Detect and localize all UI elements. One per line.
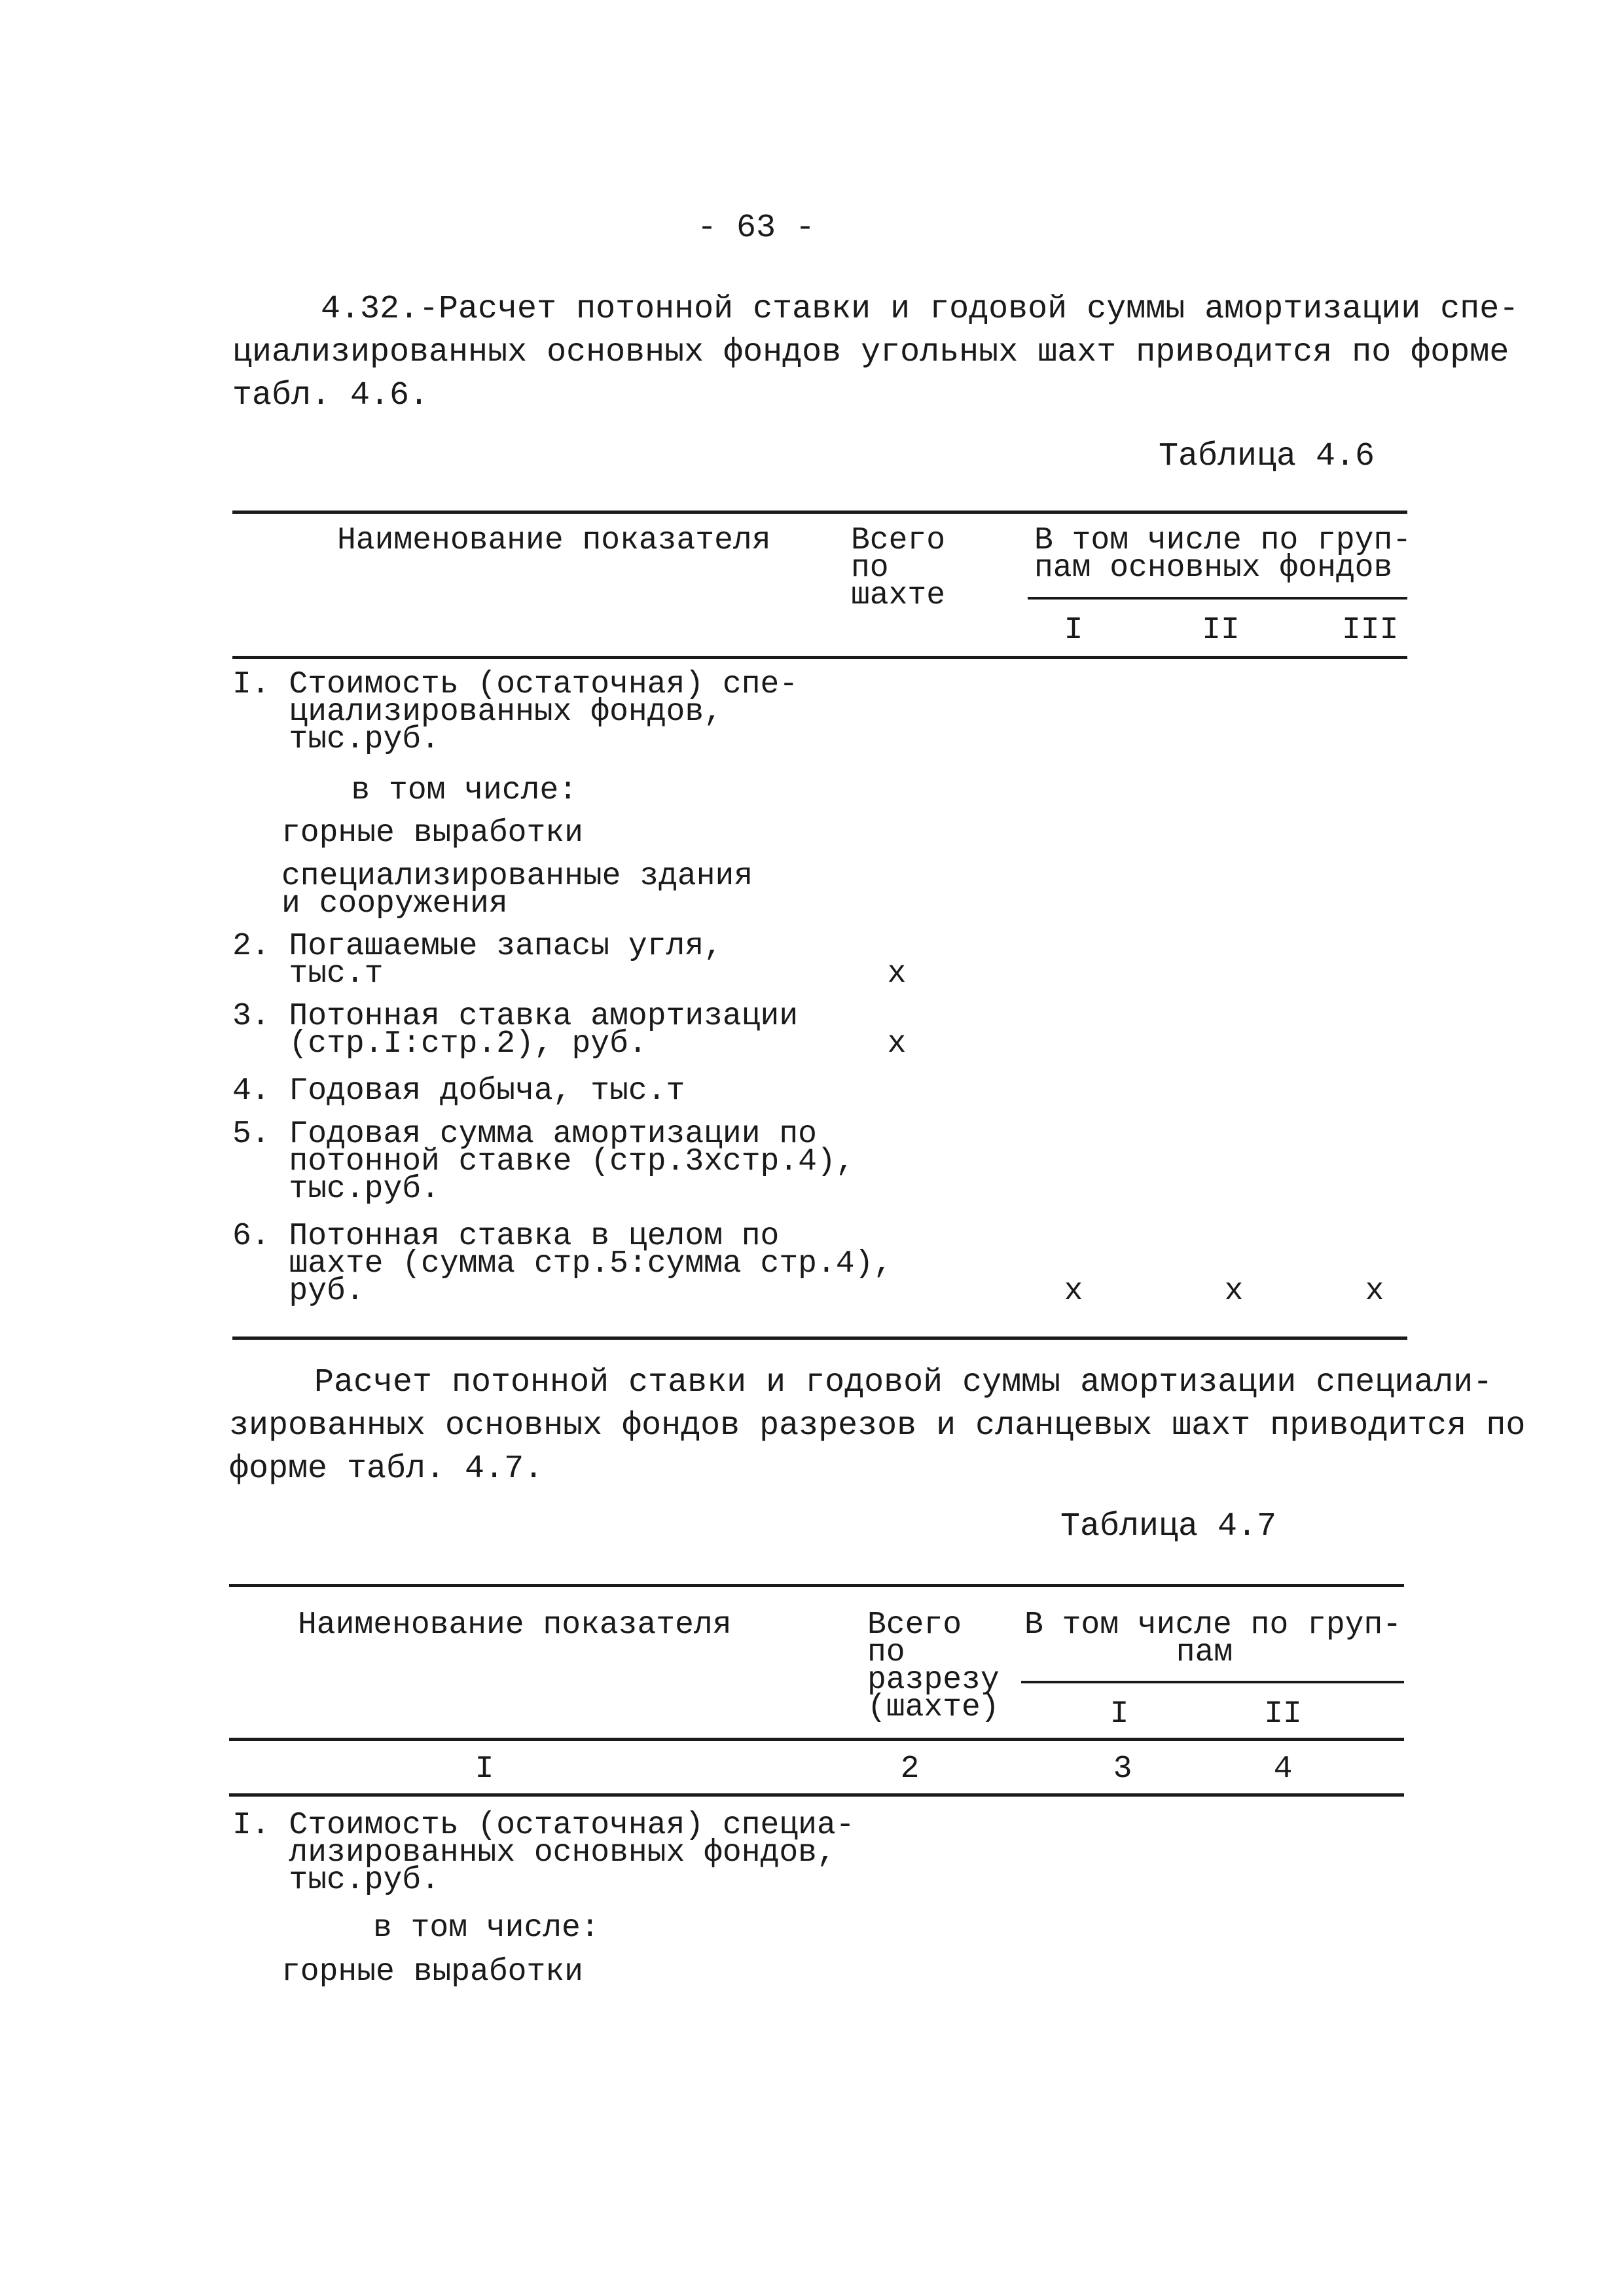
table-4-6-row-9-group-3: х	[1365, 1274, 1384, 1309]
table-4-6-header-total-1: Всего	[851, 523, 946, 558]
table-4-7-header-total-4: (шахте)	[867, 1690, 1000, 1725]
table-4-7-colnum-3: 3	[1113, 1751, 1132, 1787]
table-4-6-caption: Таблица 4.6	[1159, 438, 1375, 475]
paragraph-line-3: табл. 4.6.	[232, 377, 429, 414]
table-4-6-header-groups-2: пам основных фондов	[1034, 550, 1393, 586]
table-4-6-row-5-line-1: 2. Погашаемые запасы угля,	[232, 929, 723, 964]
paragraph-line-2: циализированных основных фондов угольных шахт приводится по форме	[232, 334, 1509, 371]
table-4-6-header-total-3: шахте	[851, 578, 946, 613]
table-4-6-row-9-line-2: шахте (сумма стр.5:сумма стр.4),	[232, 1246, 893, 1282]
table-4-7-row-1-line-3: тыс.руб.	[232, 1863, 440, 1898]
table-4-6-row-8-line-2: потонной ставке (стр.3хстр.4),	[232, 1144, 855, 1179]
table-4-6-group-1: I	[1064, 613, 1083, 648]
table-4-6-row-1-line-1: I. Стоимость (остаточная) спе-	[232, 667, 799, 702]
table-4-7-row-2: в том числе:	[373, 1910, 600, 1946]
table-4-6-header-groups-1: В том числе по груп-	[1034, 523, 1412, 558]
table-4-6-row-6-line-1: 3. Потонная ставка амортизации	[232, 999, 799, 1034]
table-4-6-row-9-group-1: х	[1064, 1274, 1083, 1309]
table-4-7-row-1-line-1: I. Стоимость (остаточная) специа-	[232, 1808, 855, 1843]
table-4-6-row-2: в том числе:	[295, 773, 578, 808]
paragraph-4-7-line-3: форме табл. 4.7.	[229, 1450, 544, 1488]
table-4-6-row-6-total: х	[887, 1026, 907, 1062]
table-4-7-header-total-1: Всего	[867, 1607, 962, 1643]
table-4-7-colnum-4: 4	[1273, 1751, 1293, 1787]
table-4-7-colnum-1: I	[475, 1751, 494, 1787]
table-4-7-group-2: II	[1264, 1696, 1302, 1732]
table-4-7-header-total-3: разрезу	[867, 1662, 1000, 1698]
table-4-6-group-3: III	[1342, 613, 1399, 648]
table-4-6-row-5-line-2: тыс.т	[232, 956, 384, 992]
table-4-6-row-3: горные выработки	[281, 816, 583, 851]
table-4-6-header-total-2: по	[851, 550, 889, 586]
table-4-6-row-1-line-3: тыс.руб.	[232, 722, 440, 757]
table-4-7-header-groups-1: В том числе по груп-	[1024, 1607, 1402, 1643]
table-4-6-row-7: 4. Годовая добыча, тыс.т	[232, 1073, 685, 1109]
paragraph-4-7-line-1: Расчет потонной ставки и годовой суммы амортизации специали-	[314, 1364, 1493, 1401]
table-4-6-row-9-line-1: 6. Потонная ставка в целом по	[232, 1219, 780, 1254]
table-4-6-row-1-line-2: циализированных фондов,	[232, 694, 723, 730]
table-4-6-row-4-line-2: и сооружения	[281, 886, 508, 922]
table-4-6-header-name: Наименование показателя	[337, 523, 771, 558]
table-4-7-numbers-rule	[229, 1793, 1404, 1797]
table-4-6-row-6-line-2: (стр.I:стр.2), руб.	[232, 1026, 647, 1062]
table-4-7-header-groups-2: пам	[1176, 1635, 1233, 1670]
table-4-7-groups-rule	[1021, 1681, 1404, 1683]
paragraph-line-1: 4.32.-Расчет потонной ставки и годовой суммы амортизации спе-	[321, 291, 1519, 328]
table-4-6-row-5-total: х	[887, 956, 907, 992]
table-4-7-group-1: I	[1110, 1696, 1129, 1732]
table-4-7-row-3: горные выработки	[281, 1954, 583, 1990]
table-4-6-row-8-line-1: 5. Годовая сумма амортизации по	[232, 1117, 817, 1152]
table-4-7-header-name: Наименование показателя	[298, 1607, 732, 1643]
page-number: - 63 -	[697, 209, 816, 247]
table-4-6-group-2: II	[1202, 613, 1240, 648]
table-4-7-colnum-2: 2	[900, 1751, 920, 1787]
table-4-7-top-rule	[229, 1584, 1404, 1587]
table-4-6-row-8-line-3: тыс.руб.	[232, 1172, 440, 1207]
table-4-6-row-9-group-2: х	[1224, 1274, 1244, 1309]
table-4-6-top-rule	[232, 511, 1407, 514]
table-4-6-groups-rule	[1028, 597, 1407, 600]
table-4-6-row-4-line-1: специализированные здания	[281, 859, 753, 894]
table-4-6-header-rule	[232, 656, 1407, 659]
table-4-7-header-total-2: по	[867, 1635, 905, 1670]
paragraph-4-7-line-2: зированных основных фондов разрезов и сланцевых шахт приводится по	[229, 1407, 1526, 1444]
table-4-6-row-9-line-3: руб.	[232, 1274, 365, 1309]
table-4-6-bottom-rule	[232, 1336, 1407, 1340]
table-4-7-row-1-line-2: лизированных основных фондов,	[232, 1835, 836, 1871]
table-4-7-header-rule	[229, 1738, 1404, 1741]
table-4-7-caption: Таблица 4.7	[1060, 1508, 1277, 1545]
